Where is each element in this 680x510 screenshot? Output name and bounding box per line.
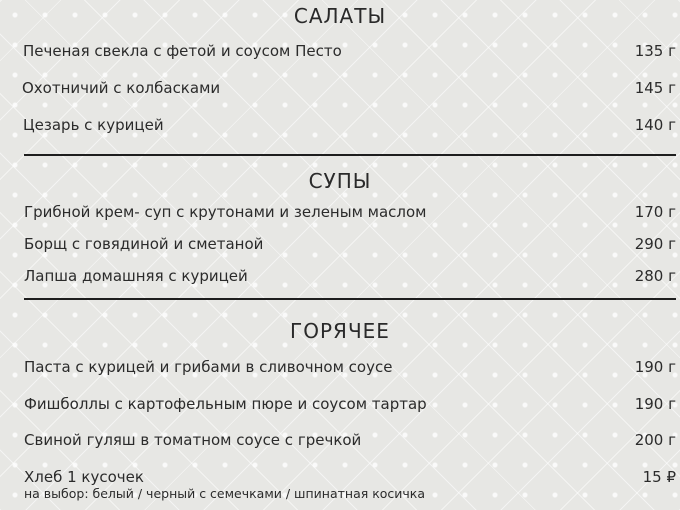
- menu-item-name: Хлеб 1 кусочек: [24, 468, 144, 486]
- menu-item-price: 15 ₽: [642, 468, 676, 486]
- menu-item-name: Лапша домашняя с курицей: [24, 267, 248, 285]
- section-title-soups: СУПЫ: [308, 169, 372, 193]
- menu-item-note: на выбор: белый / черный с семечками / шпинатная косичка: [24, 486, 426, 501]
- menu-item-weight: 145 г: [634, 79, 676, 97]
- menu-item-name: Свиной гуляш в томатном соусе с гречкой: [24, 431, 362, 449]
- menu-item-name: Борщ с говядиной и сметаной: [24, 235, 264, 253]
- menu-item-weight: 200 г: [634, 431, 676, 449]
- section-title-salads: САЛАТЫ: [293, 4, 387, 28]
- section-divider: [24, 154, 676, 156]
- menu-item-weight: 135 г: [634, 42, 676, 60]
- section-title-hot-dishes: ГОРЯЧЕЕ: [290, 319, 390, 343]
- menu-item-name: Грибной крем- суп с крутонами и зеленым маслом: [24, 203, 427, 221]
- menu-item-name: Паста с курицей и грибами в сливочном соусе: [24, 358, 393, 376]
- menu-item-name: Печеная свекла с фетой и соусом Песто: [23, 42, 342, 60]
- menu-item-weight: 280 г: [634, 267, 676, 285]
- section-divider: [24, 298, 676, 300]
- menu-item-weight: 190 г: [634, 395, 676, 413]
- menu-item-name: Фишболлы с картофельным пюре и соусом тартар: [24, 395, 427, 413]
- menu-item-weight: 170 г: [634, 203, 676, 221]
- menu-item-name: Охотничий с колбасками: [22, 79, 221, 97]
- menu-item-weight: 190 г: [634, 358, 676, 376]
- menu-item-weight: 290 г: [634, 235, 676, 253]
- menu-item-name: Цезарь с курицей: [23, 116, 164, 134]
- menu-item-weight: 140 г: [634, 116, 676, 134]
